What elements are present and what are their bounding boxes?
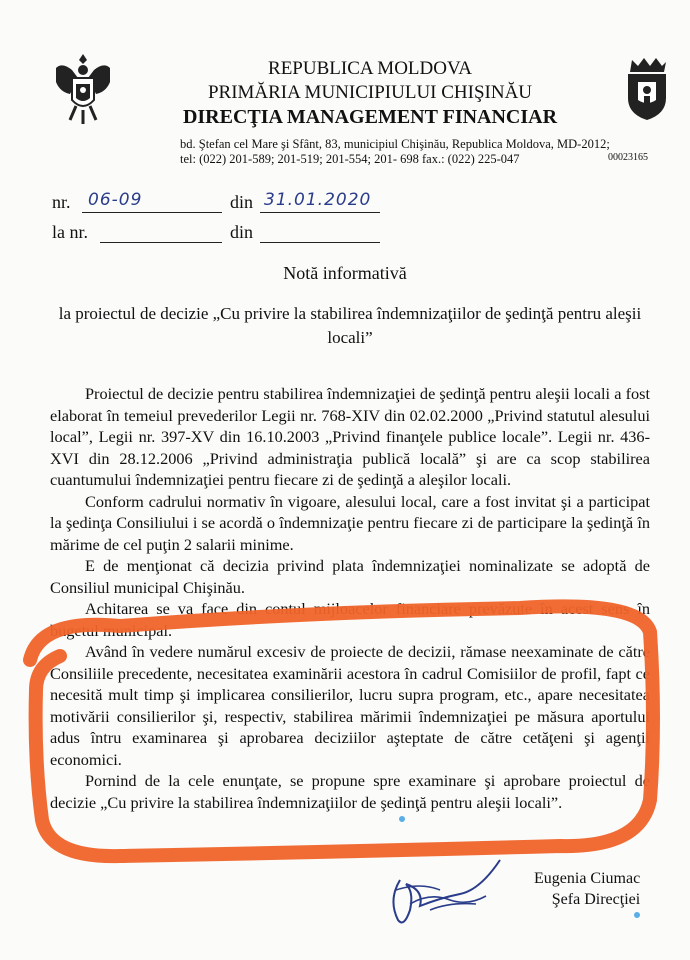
phone-line: tel: (022) 201-589; 201-519; 201-554; 201- 698 fax.: (022) 225-047	[180, 152, 520, 166]
blue-marker-dot	[399, 816, 405, 822]
signatory-position: Şefa Direcţiei	[551, 891, 641, 908]
la-nr-label: la nr.	[52, 222, 88, 242]
paragraph: Achitarea se va face din contul mijloacelor financiare prevăzute în acest sens în bugetul municipal.	[50, 599, 650, 640]
header-address	[180, 137, 620, 167]
paragraph: Pornind de la cele enunţate, se propune spre examinare şi aprobare proiectul de decizie „Cu privire la stabilirea îndemnizaţiilor de şedinţă pentru aleşii locali”.	[50, 771, 650, 812]
paragraph: Proiectul de decizie pentru stabilirea îndemnizaţiei de şedinţă pentru aleşii locali a fost elaborat în temeiul prevederilor Legii nr. 768-XIV din 02.02.2000 „Privind statutul alesului local”, Legii nr. 397-XV din 16.10.2003 „Privind finanţele publice locale”. Legii nr. 436-XVI din 28.12.2006 „Privind administraţia publică locală” şi are ca scop stabilirea cuantumului îndemnizaţiei pentru fiecare zi de şedinţă a aleşilor locali.	[50, 384, 650, 489]
document-subtitle: la proiectul de decizie „Cu privire la stabilirea îndemnizaţiilor de şedinţă pentru aleşii locali”	[58, 304, 642, 347]
document-code: 00023165	[608, 152, 648, 163]
address-line: bd. Ştefan cel Mare şi Sfânt, 83, municipiul Chişinău, Republica Moldova, MD-2012;	[180, 137, 610, 151]
header-department: DIRECŢIA MANAGEMENT FINANCIAR	[182, 106, 558, 128]
moldova-coat-of-arms-icon	[52, 48, 114, 128]
paragraph: Conform cadrului normativ în vigoare, alesului local, care a fost invitat şi a participat la şedinţa Consiliului i se acordă o îndemnizaţie pentru fiecare zi de participare la şedinţă în mărime de cel puţin 2 salarii minime.	[50, 491, 650, 554]
din-label-2: din	[230, 222, 254, 242]
nr-underline	[82, 212, 222, 213]
signatory-block	[534, 868, 640, 910]
header-institution: PRIMĂRIA MUNICIPIULUI CHIŞINĂU	[207, 82, 533, 103]
la-nr-underline	[100, 242, 222, 243]
handwritten-signature-icon	[380, 840, 510, 930]
din-label: din	[230, 192, 254, 212]
paragraph: E de menţionat că decizia privind plata îndemnizaţiei nominalizate se adoptă de Consiliul municipal Chişinău.	[50, 556, 650, 597]
document-title: Notă informativă	[283, 263, 407, 283]
din-underline-2	[260, 242, 380, 243]
nr-handwritten-value: 06-09	[88, 190, 143, 210]
nr-label: nr.	[52, 192, 71, 212]
header-country: REPUBLICA MOLDOVA	[268, 58, 472, 79]
din-handwritten-value: 31.01.2020	[264, 190, 372, 210]
document-body	[50, 383, 650, 813]
blue-marker-dot	[634, 912, 640, 918]
chisinau-coat-of-arms-icon	[624, 56, 670, 122]
signatory-name: Eugenia Ciumac	[534, 870, 641, 887]
din-underline	[260, 212, 380, 213]
paragraph: Având în vedere numărul excesiv de proiecte de decizii, rămase neexaminate de către Consiliile precedente, necesitatea examinării acestora în cadrul Comisiilor de profil, fapt ce necesită mult timp şi implicarea consilierilor, lucru supra program, etc., apare necesitatea motivării consilierilor şi, respectiv, stabilirea mărimii îndemnizaţiei pe măsura aportului adus întru examinarea şi aprobarea deciziilor aşteptate de către cetăţeni şi agenţii economici.	[50, 642, 650, 769]
